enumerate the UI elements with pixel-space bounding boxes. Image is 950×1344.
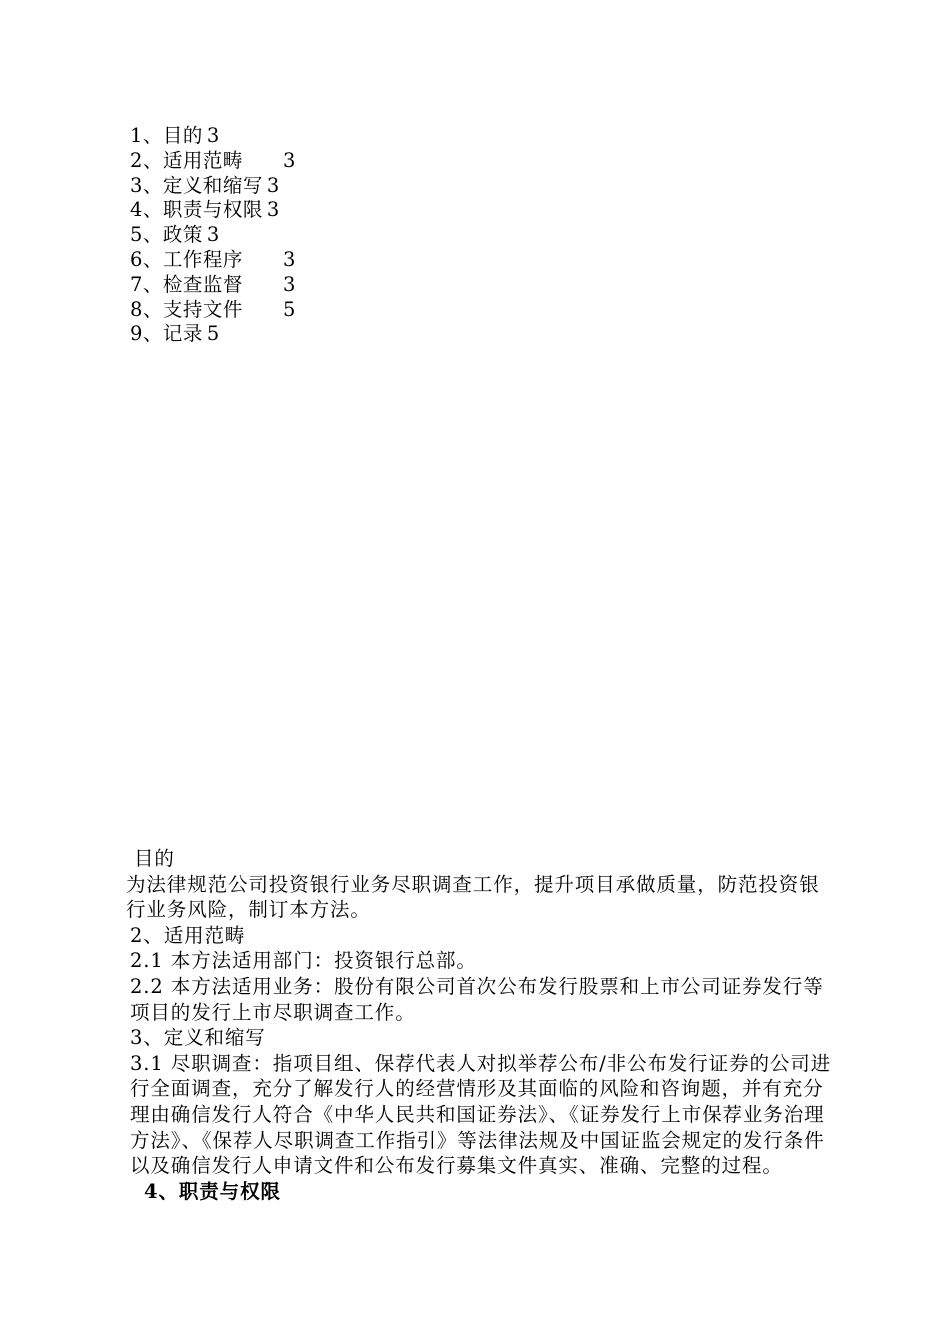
toc-entry[interactable] [130, 174, 280, 199]
document-body [114, 846, 836, 1204]
toc-entry[interactable] [130, 223, 280, 248]
paragraph-purpose: 为法律规范公司投资银行业务尽职调查工作，提升项目承做质量，防范投资银行业务风险，制订本方法。 [126, 872, 820, 922]
toc-entry-page: 5 [206, 322, 220, 346]
toc-entry-label: 1、目的 [130, 124, 203, 147]
toc-entry-label: 2、适用范畴 [130, 148, 243, 172]
toc-entry-page: 3 [206, 223, 220, 247]
toc-entry[interactable] [130, 322, 280, 347]
toc-entry-label: 5、政策 [130, 223, 203, 247]
toc-entry-label: 4、职责与权限 [130, 198, 263, 222]
toc-entry-label: 6、工作程序 [130, 247, 243, 271]
toc-entry-page: 3 [206, 124, 220, 147]
toc-entry-label: 9、记录 [130, 322, 203, 346]
toc-entry[interactable] [130, 124, 280, 149]
section-heading-scope: 2、适用范畴 [130, 923, 246, 947]
toc-entry[interactable] [130, 297, 296, 323]
toc-entry-page: 3 [283, 247, 296, 271]
toc-entry[interactable] [130, 272, 296, 298]
paragraph-definition-due-diligence: 3.1 尽职调查：指项目组、保荐代表人对拟举荐公布/非公布发行证券的公司进行全面调查，充分了解发行人的经营情形及其面临的风险和咨询题，并有充分理由确信发行人符合《中华人民共和国证券法》、《证券发行上市保荐业务治理方法》、《保荐人尽职调查工作指引》等法律法规及中国证监会规定的发行条件以及确信发行人申请文件和公布发行募集文件真实、准确、完整的过程。 [130, 1051, 832, 1178]
toc-entry-page: 3 [283, 148, 296, 172]
toc-entry[interactable] [130, 198, 280, 223]
toc-entry-page: 3 [283, 272, 296, 296]
section-heading-definitions: 3、定义和缩写 [130, 1026, 266, 1050]
toc-entry-page: 3 [266, 198, 280, 222]
toc-entry-label: 8、支持文件 [130, 297, 243, 321]
toc-entry[interactable] [130, 247, 296, 273]
table-of-contents [130, 124, 296, 347]
toc-entry-label: 7、检查监督 [130, 272, 243, 296]
paragraph-scope-department: 2.1 本方法适用部门：投资银行总部。 [130, 949, 477, 973]
toc-entry[interactable] [130, 148, 296, 174]
toc-entry-page: 3 [266, 173, 280, 197]
toc-entry-label: 3、定义和缩写 [130, 173, 263, 197]
toc-entry-page: 5 [283, 297, 296, 321]
section-heading-purpose: 目的 [134, 847, 175, 870]
paragraph-scope-business: 2.2 本方法适用业务：股份有限公司首次公布发行股票和上市公司证券发行等项目的发行上市尽职调查工作。 [130, 974, 824, 1024]
section-heading-responsibilities: 4、职责与权限 [144, 1179, 281, 1203]
